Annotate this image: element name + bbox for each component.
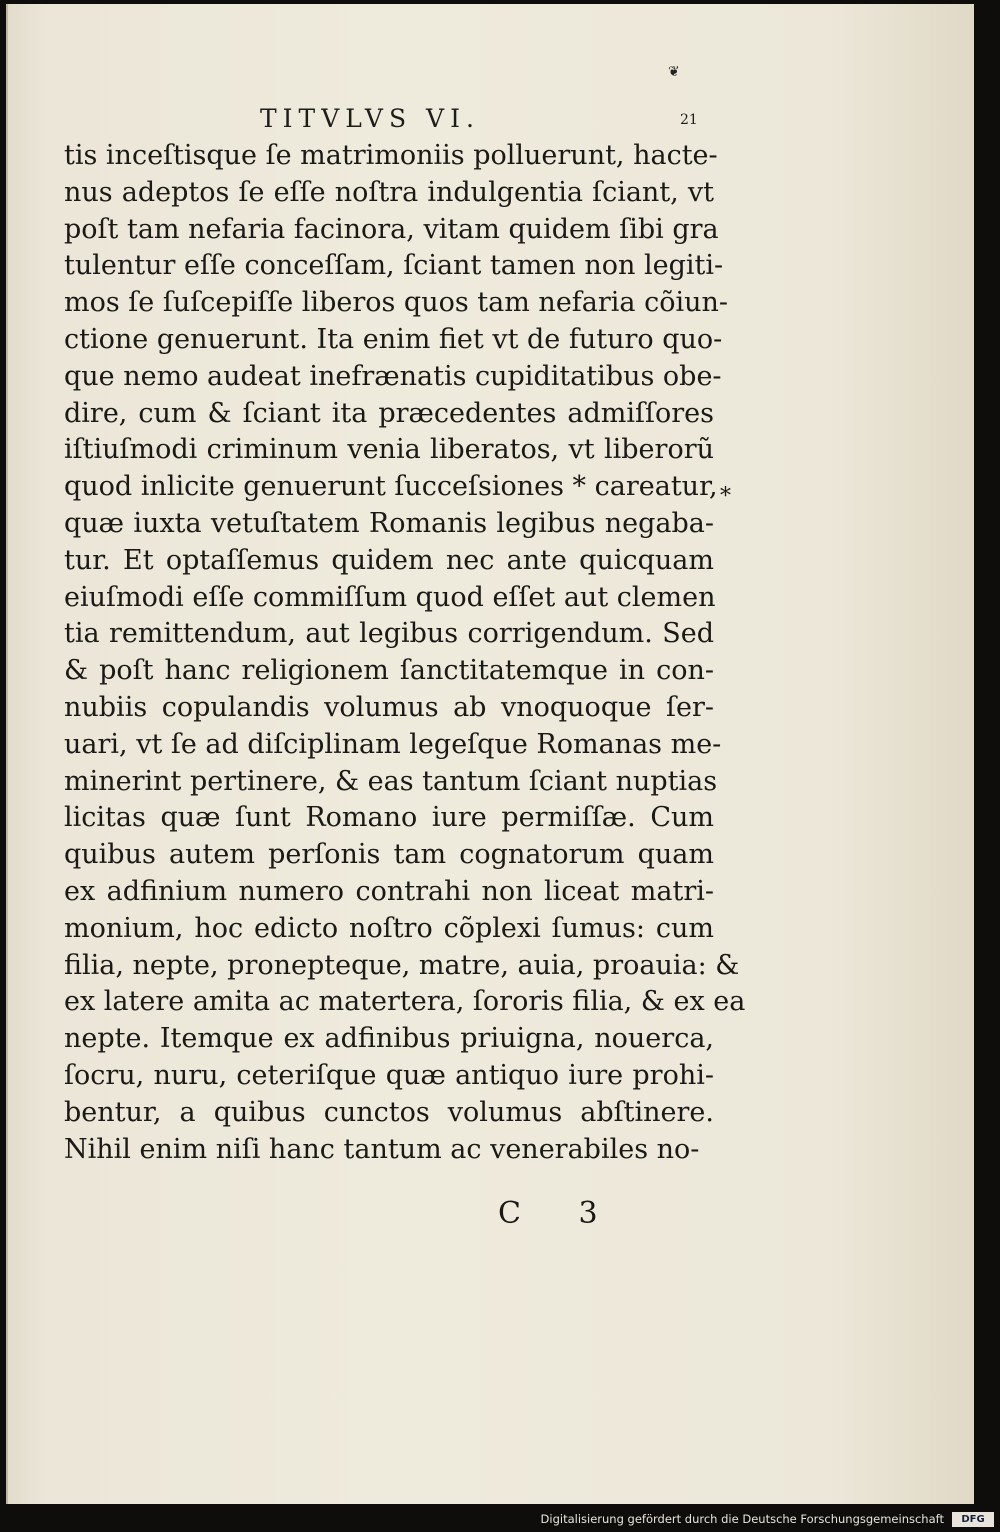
text-line: quæ iuxta vetuſtatem Romanis legibus negaba- (64, 507, 714, 539)
text-line: Nihil enim niſi hanc tantum ac venerabiles no- (64, 1133, 700, 1165)
text-line: nubiis copulandis volumus ab vnoquoque ſer- (64, 691, 714, 723)
text-line: quibus autem perſonis tam cognatorum quam (64, 839, 714, 871)
running-head: TITVLVS VI. (260, 104, 480, 133)
text-line: ctione genuerunt. Ita enim fiet vt de futuro quo- (64, 323, 723, 355)
text-line: tulentur eſſe conceſſam, ſciant tamen non legiti- (64, 250, 724, 282)
body-text (64, 138, 746, 1168)
text-line: ex adfinium numero contrahi non liceat matri- (64, 875, 714, 907)
signature-mark: C 3 (498, 1196, 622, 1231)
margin-asterisk: * (720, 484, 731, 509)
text-line: ex latere amita ac matertera, ſororis filia, & ex ea (64, 986, 746, 1018)
text-line: eiuſmodi eſſe commiſſum quod eſſet aut clemen (64, 581, 716, 613)
text-line: dire, cum & ſciant ita præcedentes admiſſores (64, 397, 714, 429)
text-line: poſt tam nefaria facinora, vitam quidem ſibi gra (64, 213, 719, 245)
text-line: minerint pertinere, & eas tantum ſciant nuptias (64, 765, 718, 797)
folio-number: 21 (680, 112, 698, 128)
dfg-logo: DFG (952, 1512, 994, 1527)
book-page (6, 4, 974, 1504)
text-line: & poſt hanc religionem ſanctitatemque in con- (64, 655, 714, 687)
text-line: nus adeptos ſe eſſe noſtra indulgentia ſciant, vt (64, 176, 714, 208)
text-line: monium, hoc edicto noſtro cõplexi ſumus: cum (64, 912, 714, 944)
text-line: licitas quæ ſunt Romano iure permiſſæ. Cum (64, 802, 714, 834)
text-line: iſtiuſmodi criminum venia liberatos, vt liberorũ (64, 434, 714, 466)
text-line: filia, nepte, pronepteque, matre, auia, proauia: & (64, 949, 740, 981)
text-line: tur. Et optaſſemus quidem nec ante quicquam (64, 544, 714, 576)
text-line: quod inlicite genuerunt ſucceſsiones * careatur, (64, 471, 718, 503)
fleuron-ornament: ❦ (668, 64, 680, 80)
text-line: bentur, a quibus cunctos volumus abſtinere. (64, 1096, 714, 1128)
text-line: uari, vt ſe ad diſciplinam legeſque Romanas me- (64, 728, 722, 760)
text-line: tia remittendum, aut legibus corrigendum. Sed (64, 618, 714, 650)
text-line: que nemo audeat inefrænatis cupiditatibus obe- (64, 360, 722, 392)
text-line: mos ſe ſuſcepiſſe liberos quos tam nefaria cõiun- (64, 287, 729, 319)
text-line: nepte. Itemque ex adfinibus priuigna, nouerca, (64, 1023, 714, 1055)
text-line: ſocru, nuru, ceteriſque quæ antiquo iure prohi- (64, 1059, 714, 1091)
text-line: tis inceſtisque ſe matrimoniis polluerunt, hacte- (64, 140, 718, 171)
digitization-credit: Digitalisierung gefördert durch die Deutsche Forschungsgemeinschaft (540, 1512, 944, 1526)
